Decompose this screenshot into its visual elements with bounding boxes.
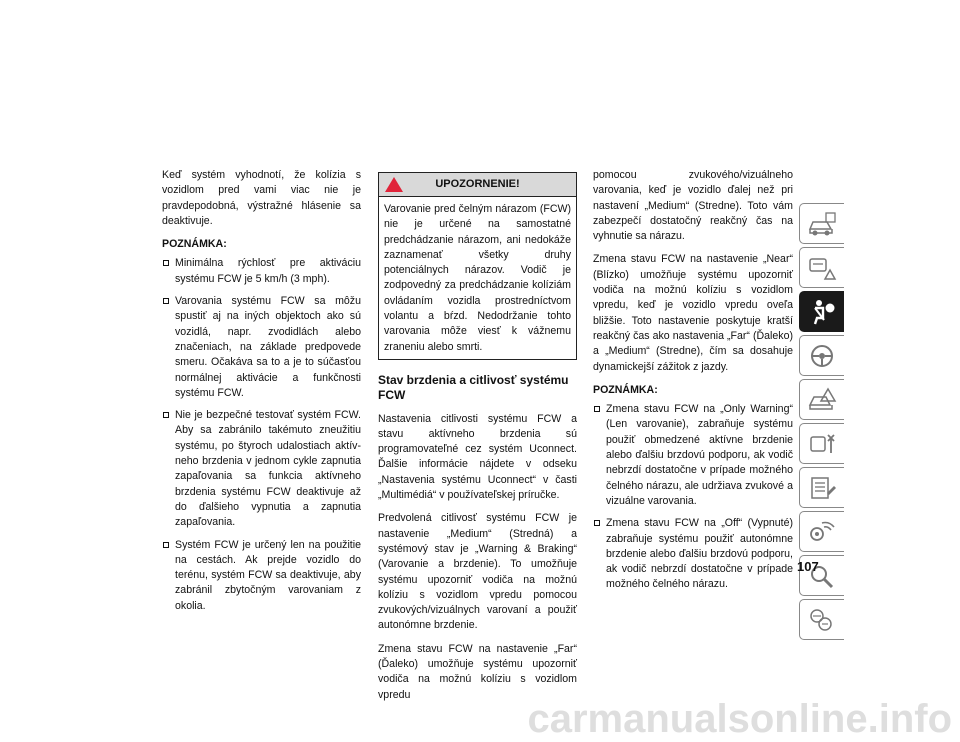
paragraph: Zmena stavu FCW na nastavenie „Near“ (Blízko) umožňuje systému upozorniť vodiča na možnú kolíziu s vozidlom vpredu, keď je vozidlo vpredu oveľa bližšie. Toto nastavenie poskytuje kratší reakčný čas ako nastavenia „Far“ (Ďaleko) a „Medium“ (Stredne), čím sa dosahuje dynamickejší zážitok z jazdy.	[593, 253, 793, 373]
tab-emergency[interactable]	[799, 379, 844, 420]
bullet-square-icon	[594, 520, 600, 526]
chapter-tabs	[799, 203, 844, 643]
car-info-icon	[807, 211, 837, 237]
bullet-square-icon	[163, 412, 169, 418]
note-bullet: Varovania systému FCW sa môžu spustiť aj na iných objektoch ako sú vozidlá, napr. zvodidlách alebo značeniach, na základe predpovede smeru. Očakáva sa to a je to súčasťou normálnej aktivácie a funkčnosti systému FCW.	[162, 294, 361, 401]
section-title: Stav brzdenia a citlivosť systému FCW	[378, 372, 569, 403]
tab-dashboard-warnings[interactable]	[799, 247, 844, 288]
car-service-icon	[807, 431, 837, 457]
tab-car-info[interactable]	[799, 203, 844, 244]
note-bullet: Zmena stavu FCW na „Only Warning“ (Len varovanie), zabraňuje systému použiť obmedzené aktívne brzdenie alebo ďalšiu brzdovú podporu, ak vodič nebrzdí dostatočne v prípade možného čelného nárazu, ale udržiava zvukové a vizuálne varovania.	[593, 402, 793, 509]
car-emergency-icon	[807, 387, 837, 413]
watermark-logo	[0, 684, 960, 742]
tab-starting-driving[interactable]	[799, 335, 844, 376]
note-bullet: Minimálna rýchlosť pre aktiváciu systému FCW je 5 km/h (3 mph).	[162, 256, 361, 287]
intro-paragraph: Keď systém vyhodnotí, že kolízia s vozidlom pred vami viac nie je pravdepodobná, výstražné hlásenie sa deaktivuje.	[162, 169, 361, 227]
language-index-icon	[807, 606, 837, 634]
tab-index[interactable]	[799, 599, 844, 640]
note-heading: POZNÁMKA:	[162, 238, 227, 251]
tab-multimedia[interactable]	[799, 511, 844, 552]
page-number: 107	[797, 559, 819, 574]
column-middle	[378, 172, 577, 711]
note-bullet: Systém FCW je určený len na použitie na cestách. Ak prejde vozidlo do terénu, systém FCW sa deaktivuje, aby zabránil zbytočným varovaniam z okolia.	[162, 538, 361, 614]
note-bullet: Nie je bezpečné testovať systém FCW. Aby sa zabránilo takémuto zneužitiu systému, po štyroch udalostiach aktívneho brzdenia v jednom cykle zapnutia zapaľovania sa funkcia aktívneho brzdenia systému FCW deaktivuje až do ďalšieho vypnutia a zapnutia zapaľovania.	[162, 408, 361, 530]
seatbelt-airbag-icon	[807, 298, 837, 326]
maintenance-checklist-icon	[807, 475, 837, 501]
paragraph: Nastavenia citlivosti systému FCW a stavu aktívneho brzdenia sú programovateľné cez systém Uconnect. Ďalšie informácie nájdete v odseku „Nastavenia systému Uconnect“ v časti „Multimédiá“ v používateľskej príručke.	[378, 412, 577, 502]
tab-technical-specs[interactable]	[799, 467, 844, 508]
note-bullet: Zmena stavu FCW na „Off“ (Vypnuté) zabraňuje systému použiť autonómne brzdenie alebo ďalšiu brzdovú podporu, ak vodič nebrzdí dostatočne v prípade možného čelného nárazu.	[593, 516, 793, 592]
warning-box	[378, 172, 577, 360]
bullet-square-icon	[163, 298, 169, 304]
tab-safety[interactable]	[799, 291, 844, 332]
watermark-text: carmanualsonline.info	[527, 697, 952, 741]
bullet-square-icon	[594, 406, 600, 412]
paragraph: Zmena stavu FCW na nastavenie „Far“ (Ďaleko) umožňuje systému upozorniť vodiča na možnú kolíziu s vozidlom vpredu	[378, 642, 577, 701]
warning-title: UPOZORNENIE!	[435, 178, 520, 190]
bullet-square-icon	[163, 542, 169, 548]
paragraph: Predvolená citlivosť systému FCW je nastavenie „Medium“ (Stredná) a systémový stav je „Warning & Braking“ (Varovanie a brzdenie). To umožňuje systému upozorniť vodiča na možnú kolíziu s vozidlom vpredu pomocou zvukových/vizuálnych varovaní a použiť autonómne brzdenie.	[378, 512, 577, 632]
dashboard-warning-icon	[807, 255, 837, 281]
warning-header	[379, 173, 576, 197]
column-right	[593, 168, 793, 600]
note-heading: POZNÁMKA:	[593, 383, 658, 396]
warning-triangle-icon	[384, 176, 404, 193]
column-left	[162, 168, 361, 621]
tab-servicing[interactable]	[799, 423, 844, 464]
bullet-square-icon	[163, 260, 169, 266]
steering-wheel-icon	[807, 342, 837, 370]
warning-text: Varovanie pred čelným nárazom (FCW) nie je určené na samostatné predchádzanie nárazom, ani nedokáže zaznamenať všetky druhy potenciálnych nárazov. Vodič je zodpovedný za predchádzanie kolíziám ovládaním vozidla prostredníctvom volantu a bŕzd. Nedodržanie tohto varovania môže viesť k vážnemu zraneniu alebo smrti.	[384, 203, 571, 353]
paragraph: pomocou zvukového/vizuálneho varovania, keď je vozidlo ďalej než pri nastavení „Medium“ (Stredne). Toto vám zabezpečí dostatočný reakčný čas na vyhnutie sa nárazu.	[593, 169, 793, 243]
multimedia-icon	[807, 518, 837, 546]
